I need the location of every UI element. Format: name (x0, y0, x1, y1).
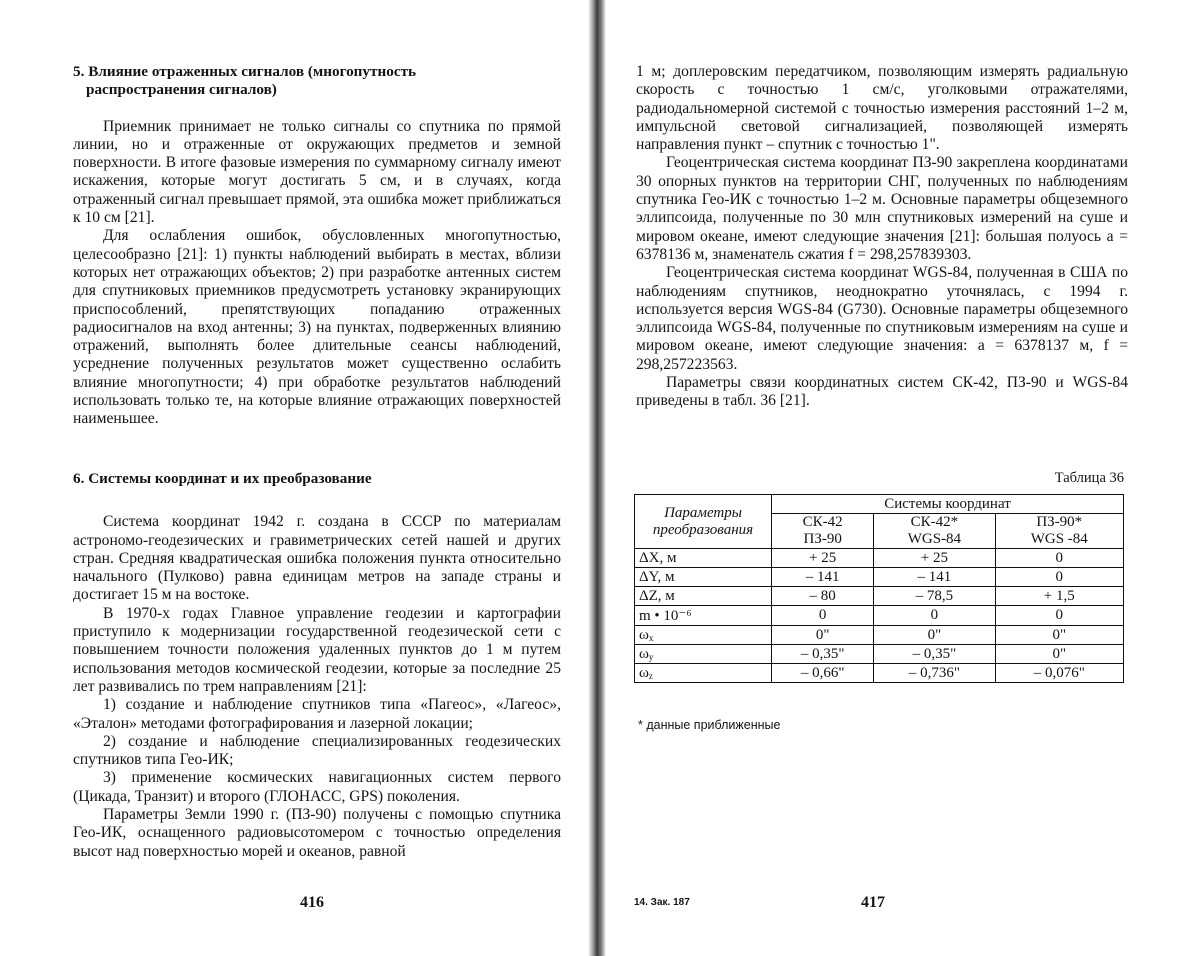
right-text (636, 63, 1128, 411)
table-header-row (635, 495, 1124, 514)
value-cell: – 0,35" (772, 645, 874, 664)
param-cell: ΔZ, м (635, 587, 772, 606)
value-cell: 0" (772, 626, 874, 645)
section-5 (73, 63, 561, 429)
value-cell: + 25 (874, 549, 995, 568)
column-header: СК-42 ПЗ-90 (772, 514, 874, 549)
table-row (635, 664, 1124, 683)
paragraph: Геоцентрическая система координат ПЗ-90 закреплена координатами 30 опорных пунктов на территории СНГ, полученных по наблюдениям спутника Гео-ИК с точностью 1–2 м. Основные параметры общеземного эллипсоида, полученные по 30 млн спутниковых измерений на суше и мировом океане, имеют следующие значения [21]: большая полуось a = 6378136 м, знаменатель сжатия f = 298,257839303. (636, 154, 1128, 263)
group-header: Системы координат (772, 495, 1124, 514)
column-header: СК-42* WGS-84 (874, 514, 995, 549)
table-row (635, 606, 1124, 626)
column-header: ПЗ-90* WGS -84 (995, 514, 1124, 549)
table-footnote: * данные приближенные (638, 718, 781, 732)
value-cell: 0 (995, 549, 1124, 568)
value-cell: 0 (874, 606, 995, 626)
value-cell: – 141 (772, 568, 874, 587)
left-page (0, 0, 596, 956)
printer-mark: 14. Зак. 187 (634, 897, 690, 908)
value-cell: – 141 (874, 568, 995, 587)
table-row (635, 568, 1124, 587)
page-number: 416 (300, 894, 324, 911)
section-5-title-line2: распространения сигналов) (86, 81, 277, 99)
param-cell: $\omega_y$ (635, 645, 772, 664)
section-5-title-line1: 5. Влияние отраженных сигналов (многопутность (73, 63, 417, 80)
list-item: 3) применение космических навигационных систем первого (Цикада, Транзит) и второго (ГЛОНАСС, GPS) поколения. (73, 769, 561, 805)
table-row (635, 645, 1124, 664)
param-cell: $\omega_z$ (635, 664, 772, 683)
section-6-heading: 6. Системы координат и их преобразование (73, 470, 372, 487)
value-cell: + 1,5 (995, 587, 1124, 606)
paragraph: Геоцентрическая система координат WGS-84, полученная в США по наблюдениям спутников, неоднократно уточнялась, с 1994 г. используется версия WGS-84 (G730). Основные параметры общеземного эллипсоида WGS-84, полученные по спутниковым измерениям на суше и мировом океане, имеют следующие значения: a = 6378137 м, f = 298,257223563. (636, 264, 1128, 373)
param-cell: m • 10⁻⁶ (635, 606, 772, 626)
corner-header: Параметры преобразования (635, 495, 772, 549)
value-cell: 0 (995, 568, 1124, 587)
page-number: 417 (861, 894, 885, 911)
right-page (604, 0, 1200, 956)
value-cell: 0 (995, 606, 1124, 626)
paragraph: Для ослабления ошибок, обусловленных многопутностью, целесообразно [21]: 1) пункты наблюдений выбирать в местах, вблизи которых нет отражающих объектов; 2) при разработке антенных систем для спутниковых приемников предусмотреть установку экранирующих приспособлений, препятствующих попаданию отраженных радиосигналов на вход антенны; 3) на пунктах, подверженных влиянию отражений, выполнять более длительные сеансы наблюдений, усреднение полученных результатов может существенно ослабить влияние многопутности; 4) при обработке результатов наблюдений использовать только те, на которые влияние отражающих поверхностей наименьшее. (73, 227, 561, 428)
value-cell: – 80 (772, 587, 874, 606)
coordinate-parameters-table (634, 494, 1124, 683)
param-cell: ΔY, м (635, 568, 772, 587)
value-cell: – 78,5 (874, 587, 995, 606)
value-cell: + 25 (772, 549, 874, 568)
table-caption: Таблица 36 (1054, 470, 1124, 486)
value-cell: 0" (874, 626, 995, 645)
value-cell: – 0,66" (772, 664, 874, 683)
table-row (635, 587, 1124, 606)
value-cell: – 0,35" (874, 645, 995, 664)
param-cell: ΔX, м (635, 549, 772, 568)
table-row (635, 626, 1124, 645)
section-5-heading (73, 63, 561, 100)
paragraph: Параметры связи координатных систем СК-42, ПЗ-90 и WGS-84 приведены в табл. 36 [21]. (636, 374, 1128, 410)
value-cell: – 0,736" (874, 664, 995, 683)
value-cell: 0 (772, 606, 874, 626)
paragraph: 1 м; доплеровским передатчиком, позволяющим измерять радиальную скорость с точностью 1 см/с, уголковыми отражателями, радиодальномерной системой с точностью измерения расстояний 1–2 м, импульсной световой сигнализацией, позволяющей измерять направления пункт – спутник с точностью 1". (636, 63, 1128, 154)
paragraph: В 1970-х годах Главное управление геодезии и картографии приступило к модернизации государственной геодезической сети с повышением точности положения удаленных пунктов до 1 м путем использования методов космической геодезии, которые за последние 25 лет развивались по трем направлениям [21]: (73, 604, 561, 695)
value-cell: – 0,076" (995, 664, 1124, 683)
list-item: 2) создание и наблюдение специализированных геодезических спутников типа Гео-ИК; (73, 732, 561, 769)
paragraph: Система координат 1942 г. создана в СССР по материалам астрономо-геодезических и гравиметрических сетей нашей и других стран. Средняя квадратическая ошибка положения пункта относительно начального (Пулково) равна единицам метров на западе страны и достигает 15 м на востоке. (73, 513, 561, 604)
table-row (635, 549, 1124, 568)
paragraph: Приемник принимает не только сигналы со спутника по прямой линии, но и отраженные от окружающих предметов и земной поверхности. В итоге фазовые измерения по суммарному сигналу имеют искажения, которые могут достигать 5 см, и в случаях, когда отраженный сигнал превышает прямой, эта ошибка может приближаться к 10 см [21]. (73, 117, 561, 227)
param-cell: $\omega_x$ (635, 626, 772, 645)
value-cell: 0" (995, 645, 1124, 664)
section-6 (73, 470, 561, 861)
paragraph: Параметры Земли 1990 г. (ПЗ-90) получены с помощью спутника Гео-ИК, оснащенного радиовысотомером с точностью определения высот над поверхностью морей и океанов, равной (73, 806, 561, 860)
list-item: 1) создание и наблюдение спутников типа «Пагеос», «Лагеос», «Эталон» методами фотографирования и лазерной локации; (73, 696, 561, 732)
value-cell: 0" (995, 626, 1124, 645)
